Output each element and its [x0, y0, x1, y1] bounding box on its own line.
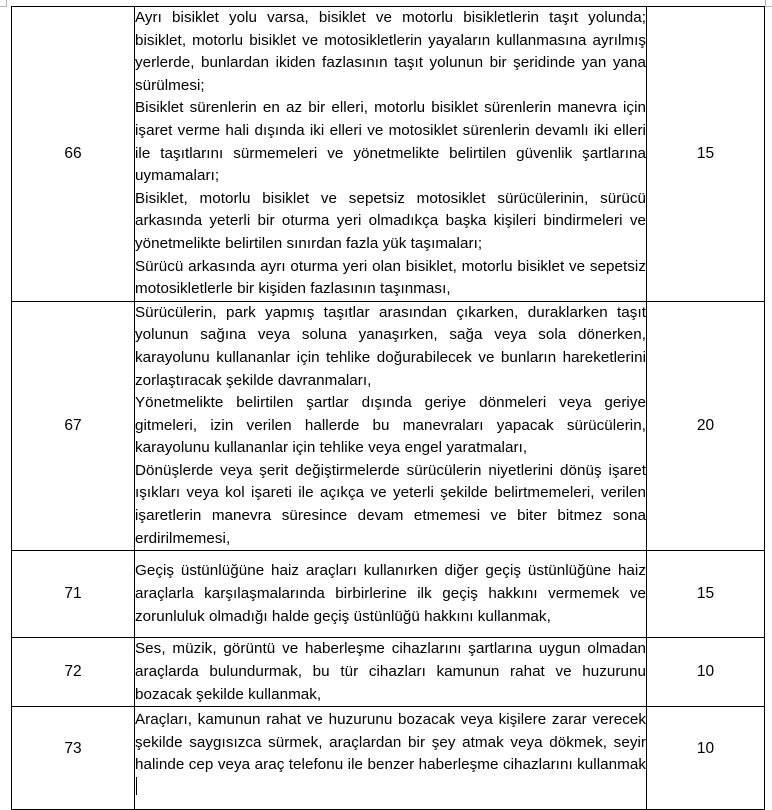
article-number-cell[interactable]: 73: [12, 707, 135, 810]
table-row: [12, 707, 765, 810]
article-number-cell[interactable]: 67: [12, 301, 135, 551]
penalty-points-cell[interactable]: 10: [647, 707, 765, 810]
description-paragraph: [135, 709, 646, 799]
description-paragraph: Sürücü arkasında ayrı oturma yeri olan bisiklet, motorlu bisiklet ve sepetsiz motosikletlerle bir kişiden fazlasının taşınması,: [135, 257, 646, 298]
table-row: [12, 7, 765, 302]
description-text: Araçları, kamunun rahat ve huzurunu bozacak veya kişilere zarar verecek şekilde saygısızca sürmek, araçlardan bir şey atmak veya dökmek, seyir halinde cep veya araç telefonu ile benzer haberleşme cihazlarını kullanmak: [135, 711, 646, 774]
penalty-points-cell[interactable]: 20: [647, 301, 765, 551]
penalty-table: [11, 6, 765, 810]
description-paragraph: Geçiş üstünlüğüne haiz araçları kullanırken diğer geçiş üstünlüğüne haiz araçlarla karşılaşmalarında birbirlerine ilk geçiş hakkını vermemek ve zorunluluk olmadığı halde geçiş üstünlüğü hakkını kullanmak,: [135, 562, 646, 625]
text-cursor: [136, 777, 137, 795]
page-corner-mark-right: [765, 0, 772, 7]
description-paragraph: Sürücülerin, park yapmış taşıtlar arasından çıkarken, duraklarken taşıt yolunun sağına veya soluna yanaşırken, sağa veya sola dönerken, karayolunu kullananlar için tehlike doğurabilecek ve bunların hareketlerini zorlaştıracak şekilde davranmaları,: [135, 303, 646, 389]
violation-description-cell[interactable]: [135, 551, 647, 638]
violation-description-cell[interactable]: [135, 707, 647, 810]
table-row: [12, 301, 765, 551]
penalty-points-cell[interactable]: 10: [647, 638, 765, 707]
table-row: [12, 638, 765, 707]
description-paragraph: Dönüşlerde veya şerit değiştirmelerde sürücülerin niyetlerini dönüş işaret ışıkları veya kol işareti ile açıkça ve yeterli şekilde belirtmemeleri, verilen işaretlerin manevra süresince devam etmemesi ve biter bitmez sona erdirilmemesi,: [135, 461, 646, 547]
article-number-cell[interactable]: 66: [12, 7, 135, 302]
description-paragraph: Bisiklet sürenlerin en az bir elleri, motorlu bisiklet sürenlerin manevra için işaret verme hali dışında iki elleri ve motosiklet sürenlerin devamlı iki elleri ile taşıtlarını sürmemeleri ve yönetmelikte belirtilen güvenlik şartlarına uymamaları;: [135, 99, 646, 185]
table-row: [12, 551, 765, 638]
description-paragraph: Bisiklet, motorlu bisiklet ve sepetsiz motosiklet sürücülerinin, sürücü arkasında yeterli bir oturma yeri olmadıkça başka kişileri bindirmeleri ve yönetmelikte belirtilen sınırdan fazla yük taşımaları;: [135, 189, 646, 252]
violation-description-cell[interactable]: [135, 7, 647, 302]
description-paragraph: Ayrı bisiklet yolu varsa, bisiklet ve motorlu bisikletlerin taşıt yolunda; bisiklet, motorlu bisiklet ve motosikletlerin yayaların kullanmasına ayrılmış yerlerde, bunlardan ikiden fazlasının taşıt yolunun bir şeridinde yan yana sürülmesi;: [135, 9, 646, 94]
article-number-cell[interactable]: 72: [12, 638, 135, 707]
article-number-cell[interactable]: 71: [12, 551, 135, 638]
description-paragraph: Yönetmelikte belirtilen şartlar dışında geriye dönmeleri veya geriye gitmeleri, izin verilen hallerde bu manevraları yapacak sürücülerin, karayolunu kullananlar için tehlike veya engel yaratmaları,: [135, 394, 646, 457]
violation-description-cell[interactable]: [135, 301, 647, 551]
penalty-points-cell[interactable]: 15: [647, 7, 765, 302]
page-corner-mark-left: [0, 0, 7, 7]
violation-description-cell[interactable]: [135, 638, 647, 707]
penalty-points-cell[interactable]: 15: [647, 551, 765, 638]
description-paragraph: Ses, müzik, görüntü ve haberleşme cihazlarını şartlarına uygun olmadan araçlarda bulundurmak, bu tür cihazları kamunun rahat ve huzurunu bozacak şekilde kullanmak,: [135, 640, 646, 703]
